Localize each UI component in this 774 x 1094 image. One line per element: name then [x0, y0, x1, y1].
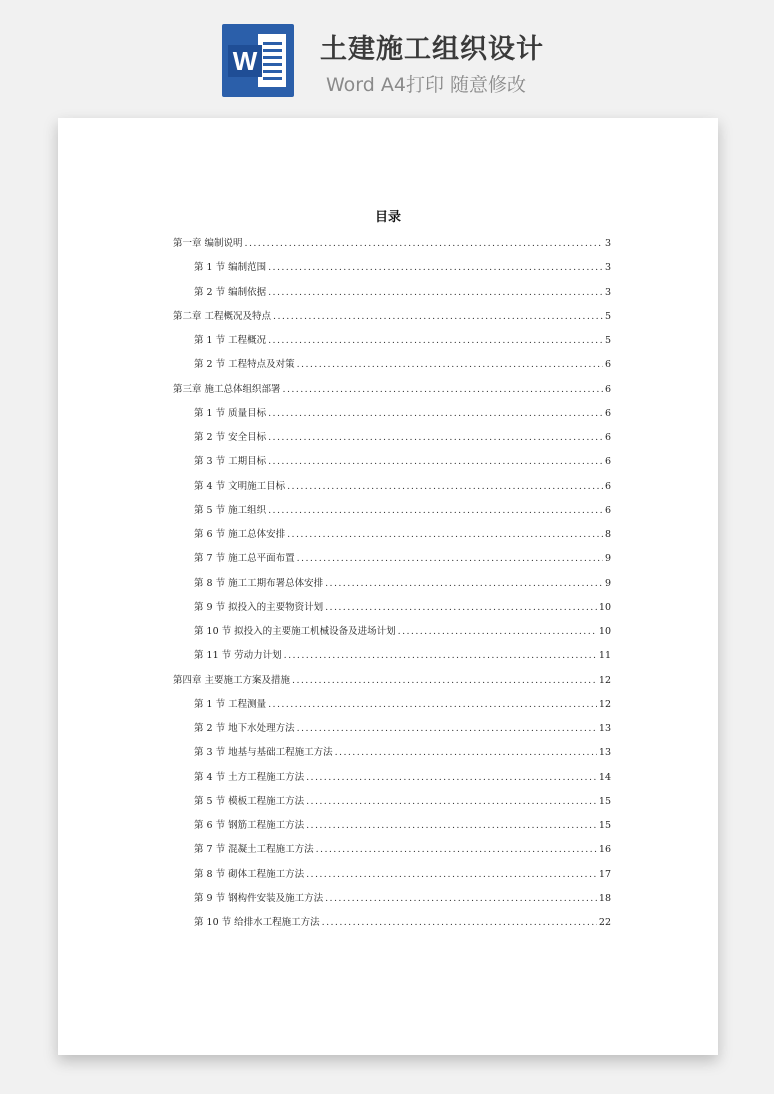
toc-entry-page-number: 10 [598, 626, 611, 637]
word-icon-sheet [258, 34, 286, 87]
toc-entry-page-number: 18 [598, 892, 611, 904]
toc-section-entry[interactable] [194, 817, 611, 833]
toc-section-entry[interactable] [194, 405, 611, 421]
toc-entry-page-number: 6 [604, 480, 611, 492]
toc-chapter-entry[interactable] [173, 308, 611, 324]
toc-entry-label: 第 1 节 质量目标 [194, 407, 267, 419]
toc-entry-page-number: 10 [598, 601, 611, 613]
toc-entry-page-number: 3 [604, 262, 611, 274]
word-icon-letter: W [228, 45, 262, 77]
toc-entry-page-number: 6 [604, 383, 611, 395]
toc-section-entry[interactable] [194, 623, 611, 639]
toc-leader-dots [287, 528, 603, 542]
toc-leader-dots [268, 261, 603, 275]
toc-entry-label: 第 11 节 劳动力计划 [194, 650, 282, 662]
toc-leader-dots [297, 358, 603, 372]
toc-leader-dots [268, 431, 603, 445]
toc-section-entry[interactable] [194, 453, 611, 469]
toc-entry-label: 第 4 节 土方工程施工方法 [194, 771, 305, 783]
toc-entry-label: 第 2 节 工程特点及对策 [194, 359, 295, 371]
toc-leader-dots [306, 868, 597, 882]
toc-entry-label: 第一章 编制说明 [173, 238, 243, 249]
toc-leader-dots [316, 843, 597, 857]
toc-entry-page-number: 5 [604, 335, 611, 346]
toc-entry-label: 第三章 施工总体组织部署 [173, 383, 281, 395]
toc-chapter-entry[interactable] [173, 381, 611, 397]
toc-section-entry[interactable] [194, 259, 611, 275]
toc-entry-label: 第 5 节 施工组织 [194, 504, 267, 516]
toc-entry-label: 第 2 节 编制依据 [194, 286, 267, 298]
toc-section-entry[interactable] [194, 599, 611, 615]
toc-leader-dots [268, 455, 603, 469]
toc-leader-dots [306, 819, 597, 833]
toc-section-entry[interactable] [194, 478, 611, 494]
toc-entry-label: 第 5 节 模板工程施工方法 [194, 795, 305, 807]
toc-leader-dots [335, 746, 597, 760]
toc-leader-dots [325, 892, 597, 906]
toc-leader-dots [297, 722, 597, 736]
toc-leader-dots [398, 625, 597, 639]
toc-section-entry[interactable] [194, 890, 611, 906]
toc-entry-label: 第 3 节 地基与基础工程施工方法 [194, 747, 333, 759]
toc-section-entry[interactable] [194, 550, 611, 566]
toc-entry-label: 第 1 节 工程概况 [194, 335, 267, 346]
toc-section-entry[interactable] [194, 696, 611, 712]
toc-section-entry[interactable] [194, 526, 611, 542]
toc-leader-dots [245, 237, 603, 251]
toc-entry-page-number: 22 [598, 917, 611, 928]
toc-entry-label: 第 3 节 工期目标 [194, 456, 267, 468]
page-title: 土建施工组织设计 [320, 34, 544, 65]
toc-section-entry[interactable] [194, 866, 611, 882]
toc-entry-label: 第 10 节 拟投入的主要施工机械设备及进场计划 [194, 626, 396, 637]
toc-entry-page-number: 5 [604, 310, 611, 322]
toc-entry-label: 第 8 节 施工工期布署总体安排 [194, 577, 324, 589]
toc-leader-dots [268, 334, 603, 348]
toc-section-entry[interactable] [194, 793, 611, 809]
toc-entry-label: 第 2 节 安全目标 [194, 432, 267, 443]
toc-entry-page-number: 13 [598, 723, 611, 734]
toc-leader-dots [306, 795, 597, 809]
toc-entry-label: 第 8 节 砌体工程施工方法 [194, 868, 305, 880]
toc-entry-page-number: 3 [604, 238, 611, 249]
toc-entry-label: 第四章 主要施工方案及措施 [173, 674, 291, 686]
toc-entry-page-number: 17 [598, 868, 611, 880]
toc-leader-dots [297, 552, 603, 566]
toc-entry-page-number: 15 [598, 820, 611, 831]
toc-entry-page-number: 9 [604, 577, 611, 589]
toc-section-entry[interactable] [194, 914, 611, 930]
header [0, 0, 774, 118]
toc-section-entry[interactable] [194, 744, 611, 760]
toc-entry-page-number: 8 [604, 529, 611, 540]
toc-entry-page-number: 16 [598, 844, 611, 856]
toc-leader-dots [268, 698, 597, 712]
toc-section-entry[interactable] [194, 647, 611, 663]
toc-section-entry[interactable] [194, 284, 611, 300]
toc-entry-label: 第 6 节 钢筋工程施工方法 [194, 820, 305, 831]
toc-section-entry[interactable] [194, 720, 611, 736]
toc-entry-page-number: 13 [598, 747, 611, 759]
toc-leader-dots [292, 674, 597, 688]
toc-section-entry[interactable] [194, 502, 611, 518]
toc-entry-label: 第 1 节 编制范围 [194, 262, 267, 274]
document-page [58, 118, 718, 1055]
toc-entry-page-number: 6 [604, 504, 611, 516]
toc-entry-page-number: 12 [598, 674, 611, 686]
toc-entry-page-number: 14 [598, 771, 611, 783]
toc-leader-dots [322, 916, 597, 930]
toc-section-entry[interactable] [194, 769, 611, 785]
toc-entry-page-number: 6 [604, 456, 611, 468]
toc-entry-label: 第 6 节 施工总体安排 [194, 529, 286, 540]
toc-section-entry[interactable] [194, 429, 611, 445]
toc-entry-page-number: 3 [604, 286, 611, 298]
toc-entry-page-number: 9 [604, 553, 611, 565]
toc-section-entry[interactable] [194, 332, 611, 348]
toc-leader-dots [268, 504, 603, 518]
toc-chapter-entry[interactable] [173, 672, 611, 688]
toc-entry-page-number: 11 [598, 650, 611, 662]
toc-entry-label: 第 2 节 地下水处理方法 [194, 723, 295, 734]
word-document-icon [222, 24, 294, 97]
toc-entry-label: 第 9 节 钢构件安装及施工方法 [194, 892, 324, 904]
toc-leader-dots [306, 771, 597, 785]
toc-leader-dots [283, 383, 603, 397]
table-of-contents [58, 118, 718, 1055]
toc-leader-dots [268, 407, 603, 421]
toc-section-entry[interactable] [194, 575, 611, 591]
toc-entry-label: 第二章 工程概况及特点 [173, 310, 272, 322]
toc-leader-dots [268, 286, 603, 300]
toc-entry-page-number: 12 [598, 698, 611, 710]
toc-section-entry[interactable] [194, 356, 611, 372]
toc-leader-dots [284, 649, 597, 663]
toc-entry-label: 第 4 节 文明施工目标 [194, 480, 286, 492]
toc-leader-dots [287, 480, 603, 494]
toc-entry-page-number: 6 [604, 432, 611, 443]
toc-leader-dots [325, 577, 603, 591]
toc-entry-page-number: 6 [604, 407, 611, 419]
page-subtitle: Word A4打印 随意修改 [326, 74, 527, 96]
toc-entry-page-number: 15 [598, 795, 611, 807]
toc-entry-label: 第 10 节 给排水工程施工方法 [194, 917, 320, 928]
toc-entry-label: 第 7 节 施工总平面布置 [194, 553, 295, 565]
toc-title: 目录 [374, 210, 401, 225]
toc-entry-label: 第 9 节 拟投入的主要物资计划 [194, 601, 324, 613]
toc-chapter-entry[interactable] [173, 235, 611, 251]
toc-entry-label: 第 1 节 工程测量 [194, 698, 267, 710]
toc-entry-page-number: 6 [604, 359, 611, 371]
toc-leader-dots [273, 310, 603, 324]
toc-leader-dots [325, 601, 597, 615]
toc-section-entry[interactable] [194, 841, 611, 857]
toc-entry-label: 第 7 节 混凝土工程施工方法 [194, 844, 314, 856]
